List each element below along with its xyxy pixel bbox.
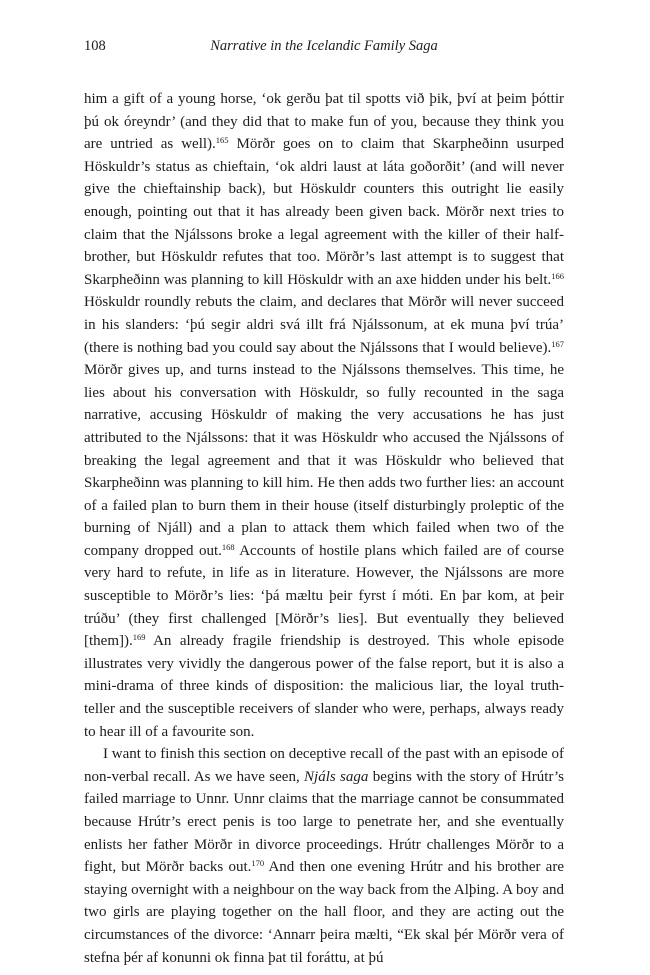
footnote-ref: 166 <box>551 270 564 281</box>
italic-title: Njáls saga <box>304 768 369 785</box>
text-run: begins with the story of Hrútr’s failed marriage to Unnr. Unnr claims that the marriage cannot be consummated because Hrútr’s erect penis is too large to penetrate her, and she eventually enlists her father Mörðr in divorce proceedings. Hrútr challenges Mörðr to a fight, but Mörðr backs out. <box>84 768 565 876</box>
text-run: And then one evening Hrútr and his brother are staying overnight with a neighbour on the way back from the Alþing. A boy and two girls are playing together on the hall floor, and they are acting out the circumstances of the divorce: ‘Annarr þeira mælti, “Ek skal þér Mörðr vera of stefna þér af konunni ok finna þat til foráttu, at þú <box>84 859 564 966</box>
text-run: Höskuldr roundly rebuts the claim, and declares that Mörðr will never succeed in his slanders: ‘þú segir aldri svá illt frá Njálssonum, at ek muna því trúa’ (there is nothing bad you could say about the Njálssons that I would believe). <box>84 294 564 356</box>
text-run: Accounts of hostile plans which failed are of course very hard to refute, in life as in literature. However, the Njálssons are more susceptible to Mörðr’s lies: ‘þá mæltu þeir fyrst í móti. En þar kom, at þeir trúðu’ (they first challenged [Mörðr’s lies]. But eventually they believed [them]). <box>84 542 564 650</box>
footnote-ref: 165 <box>215 135 229 146</box>
text-run: him a gift of a young horse, ‘ok gerðu þat til spotts við þik, því at þeim þóttir þú ok óreyndr’ (and they did that to make fun of you, because they think you are untried as well). <box>84 91 564 153</box>
footnote-ref: 170 <box>251 858 265 869</box>
text-run: An already fragile friendship is destroyed. This whole episode illustrates very vividly the dangerous power of the false report, but it is also a mini-drama of three kinds of disposition: the malicious liar, the loyal truth-teller and the susceptible receivers of slander who were, perhaps, always ready to hear ill of a favourite son. <box>84 633 564 740</box>
text-run: Mörðr gives up, and turns instead to the Njálssons themselves. This time, he lies about his conversation with Höskuldr, so fully recounted in the saga narrative, accusing Höskuldr of making the very accusations he has just attributed to the Njálssons: that it was Höskuldr who accused the Njálssons of breaking the legal agreement and that it was Höskuldr who believed that Skarpheðinn was planning to kill him. He then adds two further lies: an account of a failed plan to burn them in their house (itself disturbingly proleptic of the burning of Njáll) and a plan to attack them which failed when two of the company dropped out. <box>84 362 564 559</box>
footnote-ref: 169 <box>132 632 146 643</box>
page-header <box>84 38 564 60</box>
footnote-ref: 168 <box>221 541 235 552</box>
page-number: 108 <box>84 38 106 54</box>
paragraph <box>84 743 564 969</box>
body-text <box>84 88 564 969</box>
footnote-ref: 167 <box>551 338 564 349</box>
paragraph <box>84 88 564 743</box>
text-run: I want to finish this section on deceptive recall of the past with an episode of non-verbal recall. As we have seen, <box>84 746 564 785</box>
text-run: Mörðr goes on to claim that Skarpheðinn usurped Höskuldr’s status as chieftain, ‘ok aldri laust at láta goðorðit’ (and will never give the chieftainship back), but Höskuldr counters this outright lie easily enough, pointing out that it has already been given back. Mörðr next tries to claim that the Njálssons broke a legal agreement with the killer of their half-brother, but Höskuldr refutes that too. Mörðr’s last attempt is to suggest that Skarpheðinn was planning to kill Höskuldr with an axe hidden under his belt. <box>84 136 564 288</box>
running-title: Narrative in the Icelandic Family Saga <box>210 38 438 54</box>
